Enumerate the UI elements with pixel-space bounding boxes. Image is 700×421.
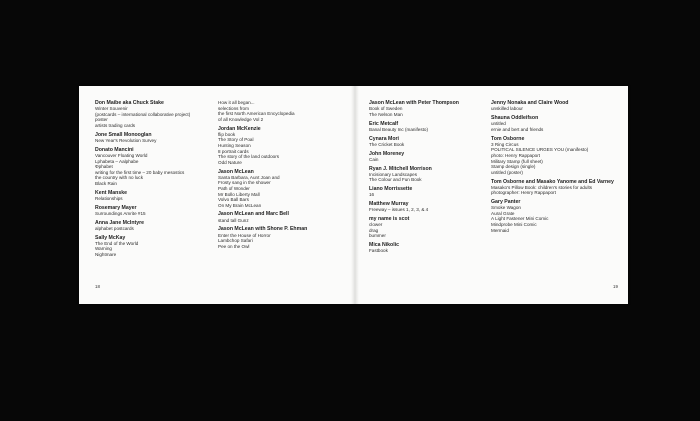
right-page-number: 19 xyxy=(613,284,618,289)
work-title: drag xyxy=(369,227,379,233)
work-title: clower xyxy=(369,222,383,228)
work-title: Surroundings Amrite #15 xyxy=(95,210,146,216)
catalog-entry xyxy=(95,147,213,187)
artist-name: Don Maibe aka Chuck Stake xyxy=(95,100,164,106)
work-title: Φphabet xyxy=(95,164,113,170)
work-title: Freeway – issues 1, 2, 3, & 4 xyxy=(369,207,429,213)
catalog-entry xyxy=(218,126,346,166)
work-title: Volvo Ball Bars xyxy=(218,197,249,203)
artist-name: Tom Osborne xyxy=(491,135,525,142)
catalog-entry xyxy=(95,190,213,202)
booklet-spread xyxy=(79,86,628,304)
work-title: A Light Fastener Mini Comic xyxy=(491,216,549,222)
catalog-entry xyxy=(218,169,346,209)
artist-name: Mica Nikolic xyxy=(369,242,399,249)
left-page-column-1 xyxy=(95,100,213,261)
catalog-entry xyxy=(491,100,621,112)
artist-name: Jason McLean and Marc Bell xyxy=(218,211,289,218)
artist-name: Jone Small Monooglan xyxy=(95,131,152,138)
artist-name: John Moreney xyxy=(369,150,405,157)
book-gutter xyxy=(351,86,359,304)
work-title: photographer: Henry Rappaport xyxy=(491,190,556,196)
work-title: Odd Nature xyxy=(218,159,242,165)
work-title: Path of Wonder xyxy=(218,185,250,191)
work-title: unskilled labour xyxy=(491,106,523,112)
work-title: of all Knowledge Vol 2 xyxy=(218,116,264,122)
work-title: Banal Beauty Inc (manifesto) xyxy=(369,126,428,132)
work-title: Masako's Pillow Book: children's stories for adults xyxy=(491,184,593,190)
catalog-entry xyxy=(491,136,621,176)
work-title: the first North American Encyclopedia xyxy=(218,111,295,117)
work-title: Military Stamp (full sheet) xyxy=(491,158,543,164)
work-title: untitled (poster) xyxy=(491,169,523,175)
catalog-entry xyxy=(95,100,213,129)
catalog-entry xyxy=(95,205,213,217)
work-title: Nightmare xyxy=(95,252,117,258)
work-title: Vancouver Floating World xyxy=(95,152,148,158)
work-title: bummer xyxy=(369,233,386,239)
artist-name: Cynara Mori xyxy=(369,135,399,142)
artist-name: Anna Jane McIntyre xyxy=(95,219,145,226)
work-title: The Story of Poal xyxy=(218,137,254,143)
artist-name: Ryan J. Mitchell Morrison xyxy=(369,165,432,172)
work-title: Relationships xyxy=(95,195,123,201)
work-title: untitled xyxy=(491,121,506,127)
catalog-entry xyxy=(491,115,621,132)
catalog-entry xyxy=(369,151,493,163)
work-title: selections from xyxy=(218,105,249,111)
artist-name: Jenny Nonaka and Claire Wood xyxy=(491,100,569,106)
work-title: Lphabeta – Aalphabe xyxy=(95,158,139,164)
artist-name: Kent Manske xyxy=(95,189,127,196)
work-title: Frosty sang in the shower xyxy=(218,180,271,186)
work-title: Mermaid xyxy=(491,227,509,233)
catalog-entry xyxy=(218,211,346,223)
work-title: Aural Grate xyxy=(491,210,515,216)
work-title: Incisionary Landscapes xyxy=(369,171,418,177)
catalog-entry xyxy=(95,132,213,144)
work-title: writing for the first time – 20 baby mesostics xyxy=(95,169,185,175)
artist-name: Shauna Oddleifson xyxy=(491,114,539,121)
work-title: 3 Ring Circus xyxy=(491,141,519,147)
artist-name: Jason McLean xyxy=(218,168,254,175)
catalog-entry xyxy=(369,136,493,148)
work-title: The story of the land outdoors xyxy=(218,154,280,160)
work-title: ernie and bert and friends xyxy=(491,126,544,132)
work-title: New Year's Revolution Survey xyxy=(95,137,157,143)
catalog-entry xyxy=(369,100,493,117)
work-title: Book of Sweden xyxy=(369,106,403,112)
left-page-number: 18 xyxy=(95,284,100,289)
artist-name: Tom Osborne and Masako Yanome and Ed Varney xyxy=(491,178,614,185)
catalog-entry xyxy=(369,166,493,183)
work-title: Mr Bollo Liberty Mall xyxy=(218,191,260,197)
catalog-entry xyxy=(369,216,493,239)
catalog-entry xyxy=(95,235,213,258)
catalog-entry xyxy=(369,121,493,133)
artist-name: Jason McLean with Shone P. Ehman xyxy=(218,226,308,233)
catalog-entry xyxy=(95,220,213,232)
left-page-column-2 xyxy=(218,100,346,253)
work-title: the country with no luck xyxy=(95,175,144,181)
work-title: On My Brain McLean xyxy=(218,202,262,208)
artist-name: Eric Metcalf xyxy=(369,120,399,127)
work-title: Mindprobe Mini Comic xyxy=(491,222,537,228)
work-title: Smoke Wagon xyxy=(491,205,521,211)
work-title: Fastbook xyxy=(369,248,388,254)
work-title: Black Rain xyxy=(95,180,117,186)
work-title: artists trading cards xyxy=(95,122,136,128)
artist-name: Gary Panter xyxy=(491,199,521,206)
work-title: Warning xyxy=(95,246,112,252)
work-title: The Nelson Man xyxy=(369,111,403,117)
work-title: The Cricket Book xyxy=(369,141,405,147)
artist-name: Donato Mancini xyxy=(95,146,134,153)
catalog-entry xyxy=(491,179,621,196)
artist-name: Sally McKay xyxy=(95,234,126,241)
work-title: (postcards – international collaborative project) xyxy=(95,111,191,117)
catalog-entry xyxy=(369,242,493,254)
right-page-column-1 xyxy=(369,100,493,257)
artist-name: my name is scot xyxy=(369,216,410,223)
work-title: 16 xyxy=(369,192,375,198)
catalog-entry xyxy=(369,201,493,213)
work-title: The Colour and Fun Book xyxy=(369,177,422,183)
work-title: flip book xyxy=(218,131,236,137)
artist-name: Jordan McKenzie xyxy=(218,125,261,132)
artist-name: Liano Morrissette xyxy=(369,186,413,193)
artist-name: Matthew Murray xyxy=(369,201,409,208)
work-title: stand tall Gunz xyxy=(218,217,249,223)
right-page-column-2 xyxy=(491,100,621,236)
work-title: 8 portrait cards xyxy=(218,148,249,154)
work-title: photo: Henry Rappaport xyxy=(491,152,541,158)
artist-name: Jason McLean with Peter Thompson xyxy=(369,100,459,106)
work-title: How it all began... xyxy=(218,100,255,105)
work-title: Enter the House of Horror xyxy=(218,232,271,238)
work-title: Winter Souvenir xyxy=(95,106,128,112)
work-title: Hunting Season xyxy=(218,142,251,148)
catalog-entry xyxy=(369,186,493,198)
work-title: The End of the World xyxy=(95,240,139,246)
work-title: poster xyxy=(95,117,108,123)
work-title: Lambchop Safari xyxy=(218,238,253,244)
artist-name: Rosemary Mayer xyxy=(95,204,137,211)
catalog-entry xyxy=(218,226,346,249)
work-title: alphabet postcards xyxy=(95,225,134,231)
catalog-entry xyxy=(218,100,346,122)
work-title: POLITICAL SILENCE URGES YOU (manifesto) xyxy=(491,147,589,153)
work-title: Santa Barbara, Aunt Joan and xyxy=(218,174,280,180)
work-title: Stamp design (single) xyxy=(491,164,536,170)
work-title: Cain xyxy=(369,156,379,162)
work-title: Pee on the Owl xyxy=(218,243,250,249)
catalog-entry xyxy=(491,199,621,233)
